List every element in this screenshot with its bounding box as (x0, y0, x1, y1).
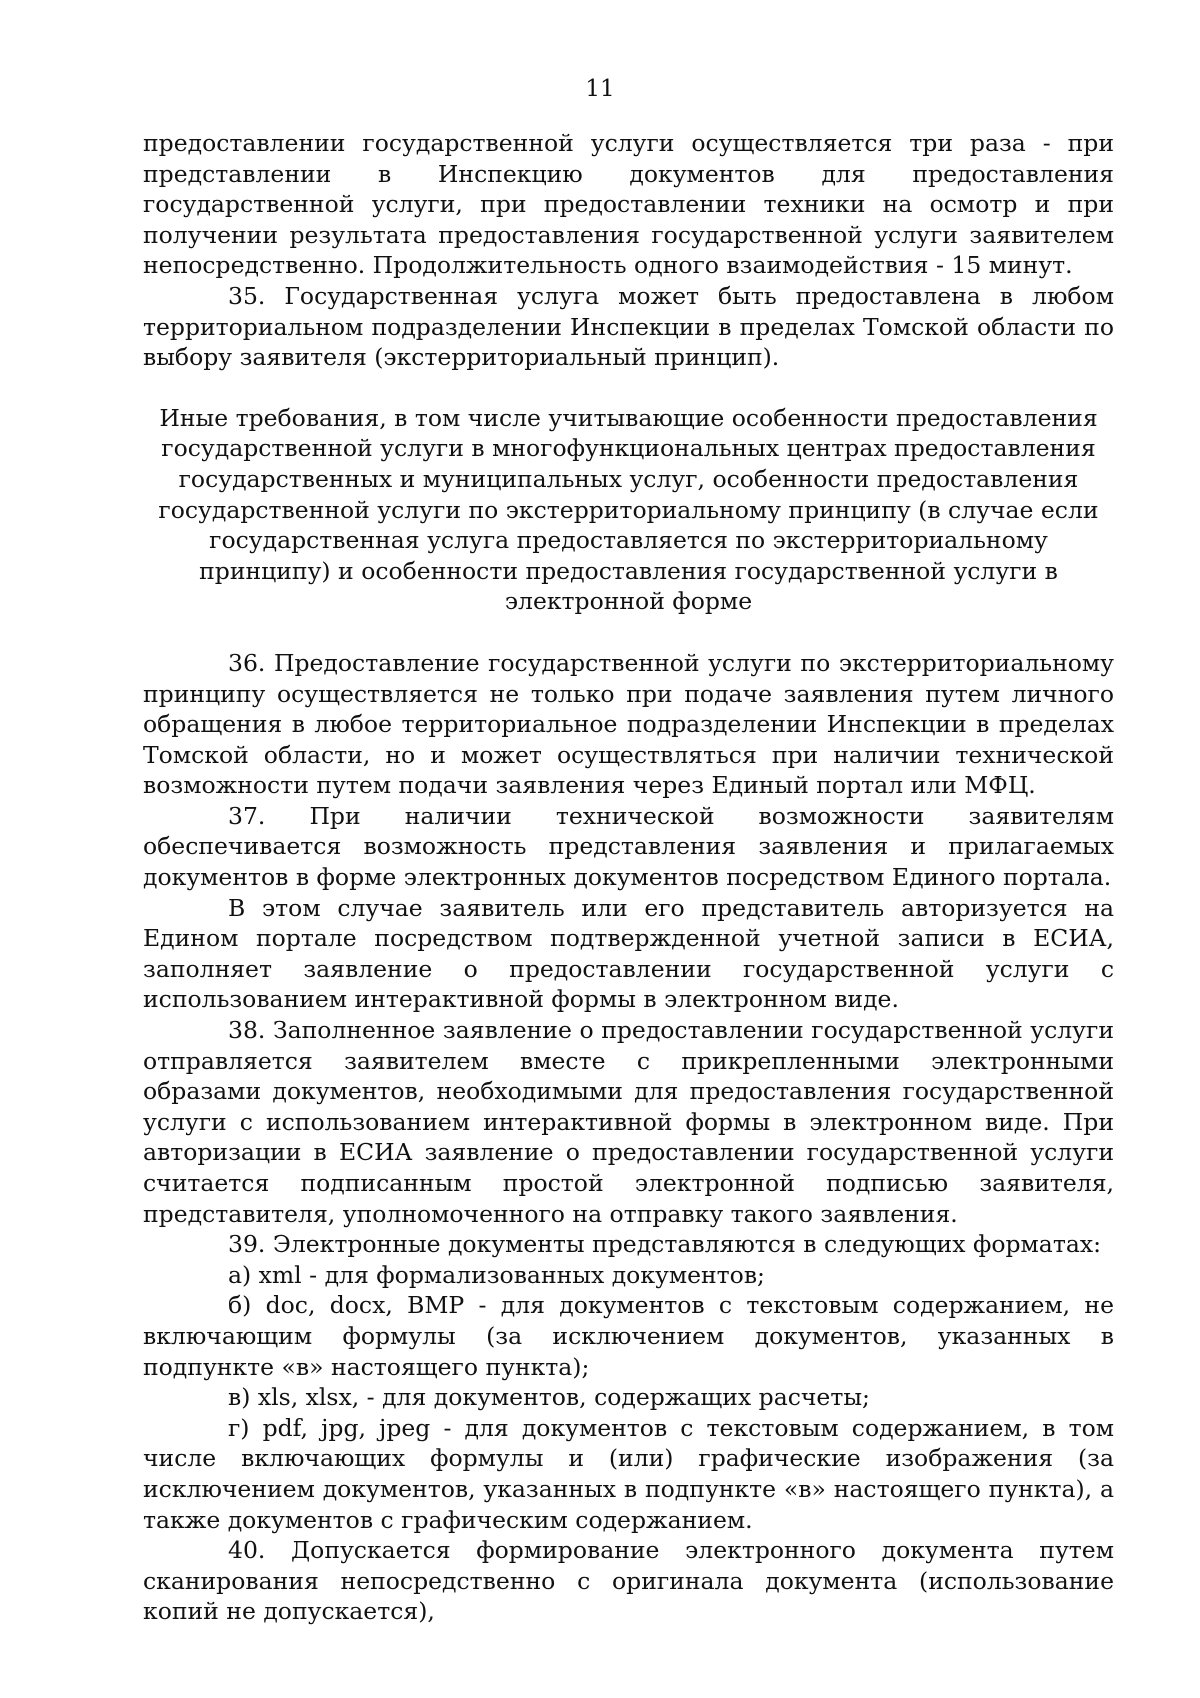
paragraph-36: 36. Предоставление государственной услуги по экстерриториальному принципу осуществляется не только при подаче заявления путем личного обращения в любое территориальное подразделении Инспекции в пределах Томской области, но и может осуществляться при наличии технической возможности путем подачи заявления через Единый портал или МФЦ. (143, 648, 1114, 800)
paragraph-37-continued: В этом случае заявитель или его представитель авторизуется на Едином портале посредством подтвержденной учетной записи в ЕСИА, заполняет заявление о предоставлении государственной услуги с использованием интерактивной формы в электронном виде. (143, 893, 1114, 1014)
paragraph-continuation: предоставлении государственной услуги осуществляется три раза - при представлении в Инспекцию документов для предоставления государственной услуги, при предоставлении техники на осмотр и при получении результата предоставления государственной услуги заявителем непосредственно. Продолжительность одного взаимодействия - 15 минут. (143, 129, 1114, 280)
list-item-b: б) doc, docx, BMP - для документов с текстовым содержанием, не включающим формулы (за исключением документов, указанных в подпункте «в» настоящего пункта); (143, 1291, 1114, 1381)
list-item-v: в) xls, xlsx, - для документов, содержащих расчеты; (228, 1383, 870, 1412)
list-item-g: г) pdf, jpg, jpeg - для документов с текстовым содержанием, в том числе включающих формулы и (или) графические изображения (за исключением документов, указанных в подпункте «в» настоящего пункта), а также документов с графическим содержанием. (143, 1413, 1114, 1534)
list-item-a: а) xml - для формализованных документов; (228, 1260, 765, 1289)
paragraph-40: 40. Допускается формирование электронного документа путем сканирования непосредственно с оригинала документа (использование копий не допускается), (143, 1536, 1114, 1626)
paragraph-38: 38. Заполненное заявление о предоставлении государственной услуги отправляется заявителем вместе с прикрепленными электронными образами документов, необходимыми для предоставления государственной услуги с использованием интерактивной формы в электронном виде. При авторизации в ЕСИА заявление о предоставлении государственной услуги считается подписанным простой электронной подписью заявителя, представителя, уполномоченного на отправку такого заявления. (143, 1016, 1114, 1228)
document-body (143, 128, 1114, 1627)
section-heading: Иные требования, в том числе учитывающие особенности предоставления государственной услуги в многофункциональных центрах предоставления государственных и муниципальных услуг, особенности предоставления государственной услуги по экстерриториальному принципу (в случае если государственная услуга предоставляется по экстерриториальному принципу) и особенности предоставления государственной услуги в электронной форме (158, 403, 1099, 616)
page-number: 11 (585, 76, 615, 102)
paragraph-35: 35. Государственная услуга может быть предоставлена в любом территориальном подразделении Инспекции в пределах Томской области по выбору заявителя (экстерриториальный принцип). (143, 281, 1114, 372)
paragraph-37: 37. При наличии технической возможности заявителям обеспечивается возможность представления заявления и прилагаемых документов в форме электронных документов посредством Единого портала. (143, 801, 1114, 892)
paragraph-39: 39. Электронные документы представляются в следующих форматах: (228, 1230, 1101, 1259)
